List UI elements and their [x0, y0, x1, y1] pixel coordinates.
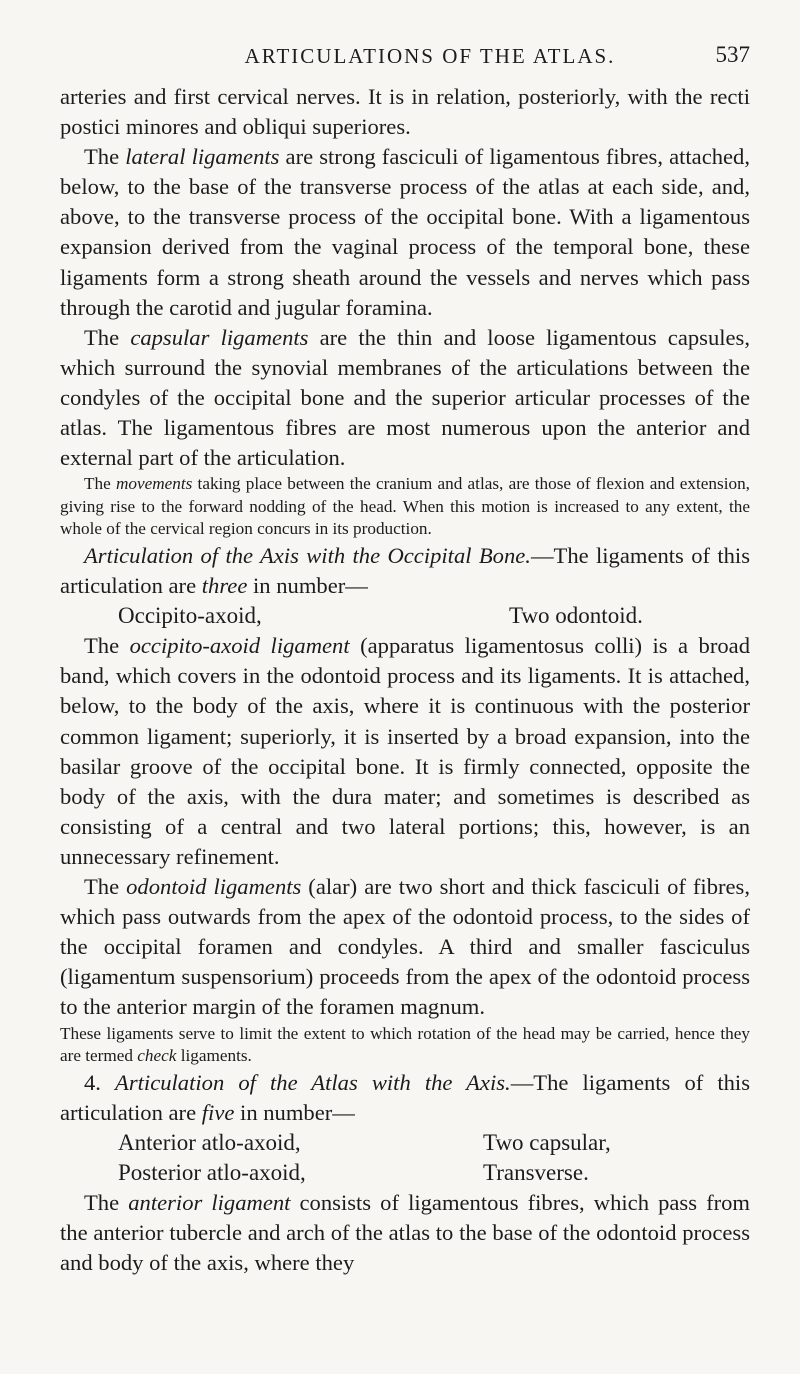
- term-capsular-ligaments: capsular ligaments: [130, 324, 309, 350]
- paragraph-capsular-ligaments: The capsular ligaments are the thin and loose ligamentous capsules, which surround the synovial membranes of the articulations between the condyles of the occipital bone and the superior articular processes of the atlas. The ligamentous fibres are most numerous upon the anterior and external part of the articulation.: [60, 324, 750, 471]
- list-item: Two capsular,: [483, 1129, 611, 1155]
- list-item: Anterior atlo-axoid,: [118, 1129, 301, 1155]
- list-item: Posterior atlo-axoid,: [118, 1159, 306, 1185]
- paragraph-arteries: arteries and first cervical nerves. It is in relation, posteriorly, with the recti postici minores and obliqui superiores.: [60, 84, 750, 140]
- ligament-list-atlas-axis-row-1: [60, 1128, 750, 1158]
- term-check: check: [137, 1046, 177, 1066]
- paragraph-movements: The movements taking place between the cranium and atlas, are those of flexion and extension, giving rise to the forward nodding of the head. When this motion is increased to any extent, the whole of the cervical region concurs in its production.: [60, 474, 750, 539]
- running-title: ARTICULATIONS OF THE ATLAS.: [244, 44, 616, 68]
- page-body: [60, 82, 750, 1278]
- page-header: [60, 44, 750, 72]
- paragraph-axis-occipital-heading: Articulation of the Axis with the Occipital Bone.—The ligaments of this articulation are three in number—: [60, 543, 750, 599]
- term-three: three: [201, 573, 248, 599]
- section-heading-atlas-axis: Articulation of the Atlas with the Axis.: [115, 1069, 511, 1095]
- term-lateral-ligaments: lateral ligaments: [125, 144, 280, 170]
- paragraph-odontoid-ligaments: The odontoid ligaments (alar) are two short and thick fasciculi of fibres, which pass outwards from the apex of the odontoid process, to the sides of the occipital foramen and condyles. A third and smaller fasciculus (ligamentum suspensorium) proceeds from the apex of the odontoid process to the anterior margin of the foramen magnum.: [60, 874, 750, 1020]
- paragraph-occipito-axoid: The occipito-axoid ligament (apparatus ligamentosus colli) is a broad band, which covers in the odontoid process and its ligaments. It is attached, below, to the body of the axis, where it is continuous with the posterior common ligament; superiorly, it is inserted by a broad expansion, into the basilar groove of the occipital bone. It is firmly connected, opposite the body of the axis, with the dura mater; and sometimes is described as consisting of a central and two lateral portions; this, however, is an unnecessary refinement.: [60, 633, 750, 869]
- list-item: Transverse.: [483, 1159, 589, 1185]
- list-item: Occipito-axoid,: [118, 603, 262, 629]
- paragraph-atlas-axis-heading: 4. Articulation of the Atlas with the Axis.—The ligaments of this articulation are five in number—: [60, 1069, 751, 1125]
- page-number: 537: [715, 42, 750, 67]
- section-heading-axis-occipital: Articulation of the Axis with the Occipital Bone.: [84, 543, 531, 568]
- ligament-list-atlas-axis-row-2: [60, 1158, 750, 1188]
- paragraph-check-ligaments: These ligaments serve to limit the extent to which rotation of the head may be carried, hence they are termed check ligaments.: [60, 1023, 750, 1066]
- term-five: five: [201, 1099, 235, 1125]
- term-occipito-axoid: occipito-axoid ligament: [129, 633, 350, 659]
- paragraph-lateral-ligaments: The lateral ligaments are strong fasciculi of ligamentous fibres, attached, below, to the base of the transverse process of the atlas at each side, and, above, to the transverse process of the occipital bone. With a ligamentous expansion derived from the vaginal process of the temporal bone, these ligaments form a strong sheath around the vessels and nerves which pass through the carotid and jugular foramina.: [60, 144, 750, 320]
- term-odontoid-ligaments: odontoid ligaments: [126, 874, 302, 900]
- paragraph-anterior-ligament: The anterior ligament consists of ligamentous fibres, which pass from the anterior tubercle and arch of the atlas to the base of the odontoid process and body of the axis, where they: [60, 1190, 750, 1276]
- term-movements: movements: [115, 474, 193, 494]
- list-item: Two odontoid.: [509, 603, 643, 629]
- ligament-list-occipito-axis: [60, 601, 750, 631]
- term-anterior-ligament: anterior ligament: [128, 1190, 291, 1216]
